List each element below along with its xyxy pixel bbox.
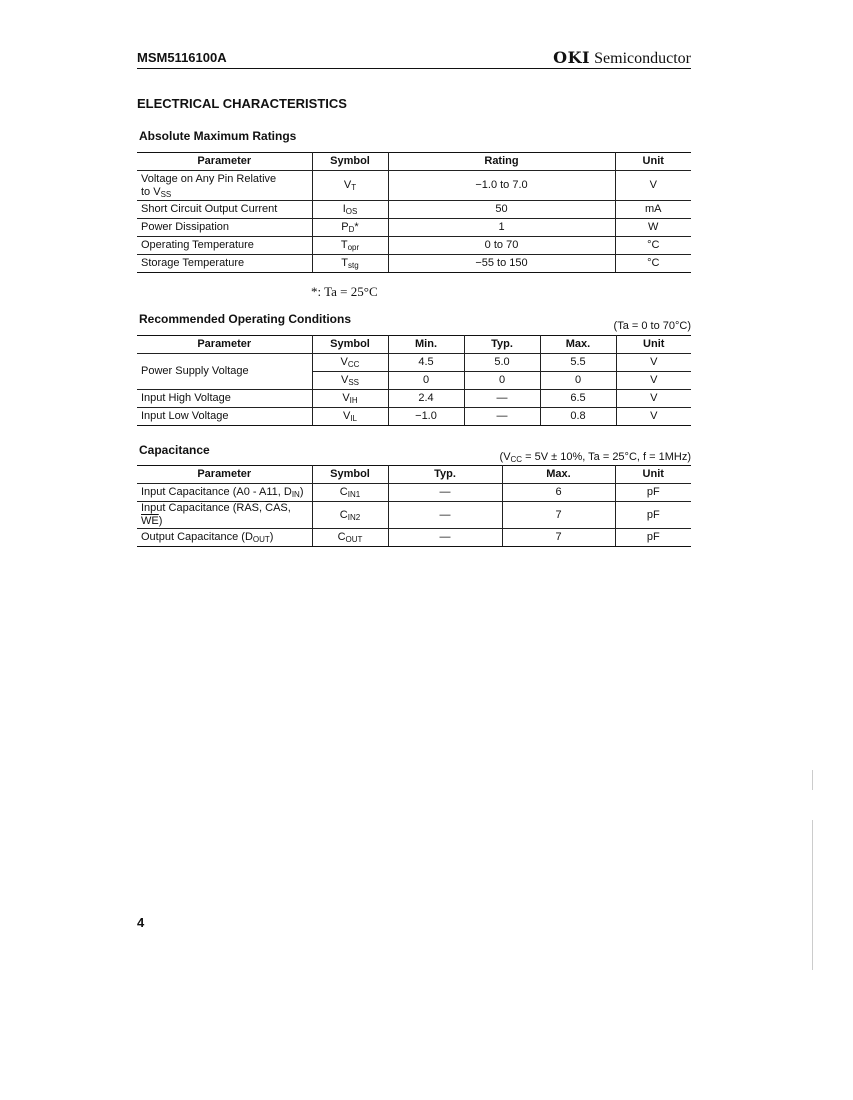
unit-cell: mA bbox=[615, 201, 691, 219]
typ-cell: — bbox=[388, 502, 502, 529]
capacitance-title: Capacitance bbox=[139, 443, 210, 457]
symbol-cell: $T_{stg}$ bbox=[312, 255, 388, 273]
table-row bbox=[137, 529, 691, 547]
min-cell: 2.4 bbox=[388, 390, 464, 408]
symbol-cell: $V_{IL}$ bbox=[312, 408, 388, 426]
symbol-cell: $C_{IN1}$ bbox=[312, 484, 388, 502]
min-cell: 0 bbox=[388, 372, 464, 390]
page-number: 4 bbox=[137, 915, 145, 930]
col-header: Max. bbox=[540, 336, 616, 354]
col-header: Symbol bbox=[312, 153, 388, 171]
typ-cell: 5.0 bbox=[464, 354, 540, 372]
symbol-cell: $V_{IH}$ bbox=[312, 390, 388, 408]
abs-max-table bbox=[137, 152, 691, 273]
symbol-cell: $V_{CC}$ bbox=[312, 354, 388, 372]
col-header: Parameter bbox=[137, 153, 312, 171]
unit-cell: V bbox=[615, 171, 691, 201]
rec-op-condition: (Ta = 0 to 70°C) bbox=[613, 320, 691, 332]
max-cell: 5.5 bbox=[540, 354, 616, 372]
param-cell: Short Circuit Output Current bbox=[137, 201, 312, 219]
max-cell: 6.5 bbox=[540, 390, 616, 408]
abs-max-title: Absolute Maximum Ratings bbox=[139, 129, 297, 143]
table-header-row bbox=[137, 336, 691, 354]
brand-logo bbox=[553, 48, 691, 68]
max-cell: 0 bbox=[540, 372, 616, 390]
typ-cell: — bbox=[388, 529, 502, 547]
unit-cell: °C bbox=[615, 237, 691, 255]
param-cell: Operating Temperature bbox=[137, 237, 312, 255]
table-row bbox=[137, 354, 691, 372]
page-title: ELECTRICAL CHARACTERISTICS bbox=[137, 96, 347, 111]
param-cell: Input High Voltage bbox=[137, 390, 312, 408]
table-header-row bbox=[137, 153, 691, 171]
unit-cell: pF bbox=[615, 484, 691, 502]
param-cell: Power Dissipation bbox=[137, 219, 312, 237]
max-cell: 0.8 bbox=[540, 408, 616, 426]
scan-artifact bbox=[812, 770, 813, 790]
min-cell: 4.5 bbox=[388, 354, 464, 372]
table-header-row bbox=[137, 466, 691, 484]
table-row bbox=[137, 171, 691, 201]
col-header: Unit bbox=[615, 466, 691, 484]
footnote: *: Ta = 25°C bbox=[311, 284, 378, 299]
rating-cell: 50 bbox=[388, 201, 615, 219]
max-cell: 7 bbox=[502, 529, 615, 547]
rec-op-table bbox=[137, 335, 691, 426]
typ-cell: 0 bbox=[464, 372, 540, 390]
unit-cell: V bbox=[616, 408, 691, 426]
capacitance-table bbox=[137, 465, 691, 547]
table-row bbox=[137, 255, 691, 273]
symbol-cell: $V_T$ bbox=[312, 171, 388, 201]
symbol-cell: $C_{IN2}$ bbox=[312, 502, 388, 529]
unit-cell: pF bbox=[615, 502, 691, 529]
rec-op-title: Recommended Operating Conditions bbox=[139, 312, 352, 326]
table-row bbox=[137, 237, 691, 255]
col-header: Parameter bbox=[137, 466, 312, 484]
header-rule bbox=[137, 68, 691, 69]
capacitance-condition: ($V_{CC} = 5V \pm 10\%$, Ta = 25°C, f = 1MHz) bbox=[499, 451, 691, 464]
param-cell: Power Supply Voltage bbox=[137, 354, 312, 390]
table-row bbox=[137, 390, 691, 408]
param-cell: Input Low Voltage bbox=[137, 408, 312, 426]
table-row bbox=[137, 201, 691, 219]
unit-cell: W bbox=[615, 219, 691, 237]
rating-cell: −55 to 150 bbox=[388, 255, 615, 273]
param-cell: Output Capacitance $(D_{OUT})$ bbox=[137, 529, 312, 547]
col-header: Typ. bbox=[388, 466, 502, 484]
col-header: Max. bbox=[502, 466, 615, 484]
col-header: Symbol bbox=[312, 466, 388, 484]
param-cell: Voltage on Any Pin Relative to $V_{SS}$ bbox=[137, 171, 312, 201]
part-number: MSM5116100A bbox=[137, 50, 227, 65]
max-cell: 7 bbox=[502, 502, 615, 529]
rating-cell: −1.0 to 7.0 bbox=[388, 171, 615, 201]
param-cell: Input Capacitance (A0 - A11, $D_{IN}$) bbox=[137, 484, 312, 502]
param-cell: Storage Temperature bbox=[137, 255, 312, 273]
table-row bbox=[137, 408, 691, 426]
symbol-cell: $P_D*$ bbox=[312, 219, 388, 237]
typ-cell: — bbox=[464, 390, 540, 408]
typ-cell: — bbox=[388, 484, 502, 502]
col-header: Unit bbox=[616, 336, 691, 354]
symbol-cell: $I_{OS}$ bbox=[312, 201, 388, 219]
max-cell: 6 bbox=[502, 484, 615, 502]
symbol-cell: $T_{opr}$ bbox=[312, 237, 388, 255]
rating-cell: 1 bbox=[388, 219, 615, 237]
col-header: Min. bbox=[388, 336, 464, 354]
unit-cell: V bbox=[616, 390, 691, 408]
unit-cell: pF bbox=[615, 529, 691, 547]
symbol-cell: $V_{SS}$ bbox=[312, 372, 388, 390]
unit-cell: °C bbox=[615, 255, 691, 273]
min-cell: −1.0 bbox=[388, 408, 464, 426]
col-header: Rating bbox=[388, 153, 615, 171]
col-header: Typ. bbox=[464, 336, 540, 354]
col-header: Unit bbox=[615, 153, 691, 171]
unit-cell: V bbox=[616, 354, 691, 372]
rating-cell: 0 to 70 bbox=[388, 237, 615, 255]
col-header: Symbol bbox=[312, 336, 388, 354]
unit-cell: V bbox=[616, 372, 691, 390]
table-row bbox=[137, 219, 691, 237]
typ-cell: — bbox=[464, 408, 540, 426]
brand-suffix: Semiconductor bbox=[594, 50, 691, 67]
param-cell: Input Capacitance ($\overline{RAS}$, $\overline{CAS}$, $\overline{WE}$) bbox=[137, 502, 312, 529]
scan-artifact bbox=[812, 820, 813, 970]
col-header: Parameter bbox=[137, 336, 312, 354]
oki-logo: OKI bbox=[553, 48, 590, 67]
table-row bbox=[137, 484, 691, 502]
table-row bbox=[137, 502, 691, 529]
symbol-cell: $C_{OUT}$ bbox=[312, 529, 388, 547]
